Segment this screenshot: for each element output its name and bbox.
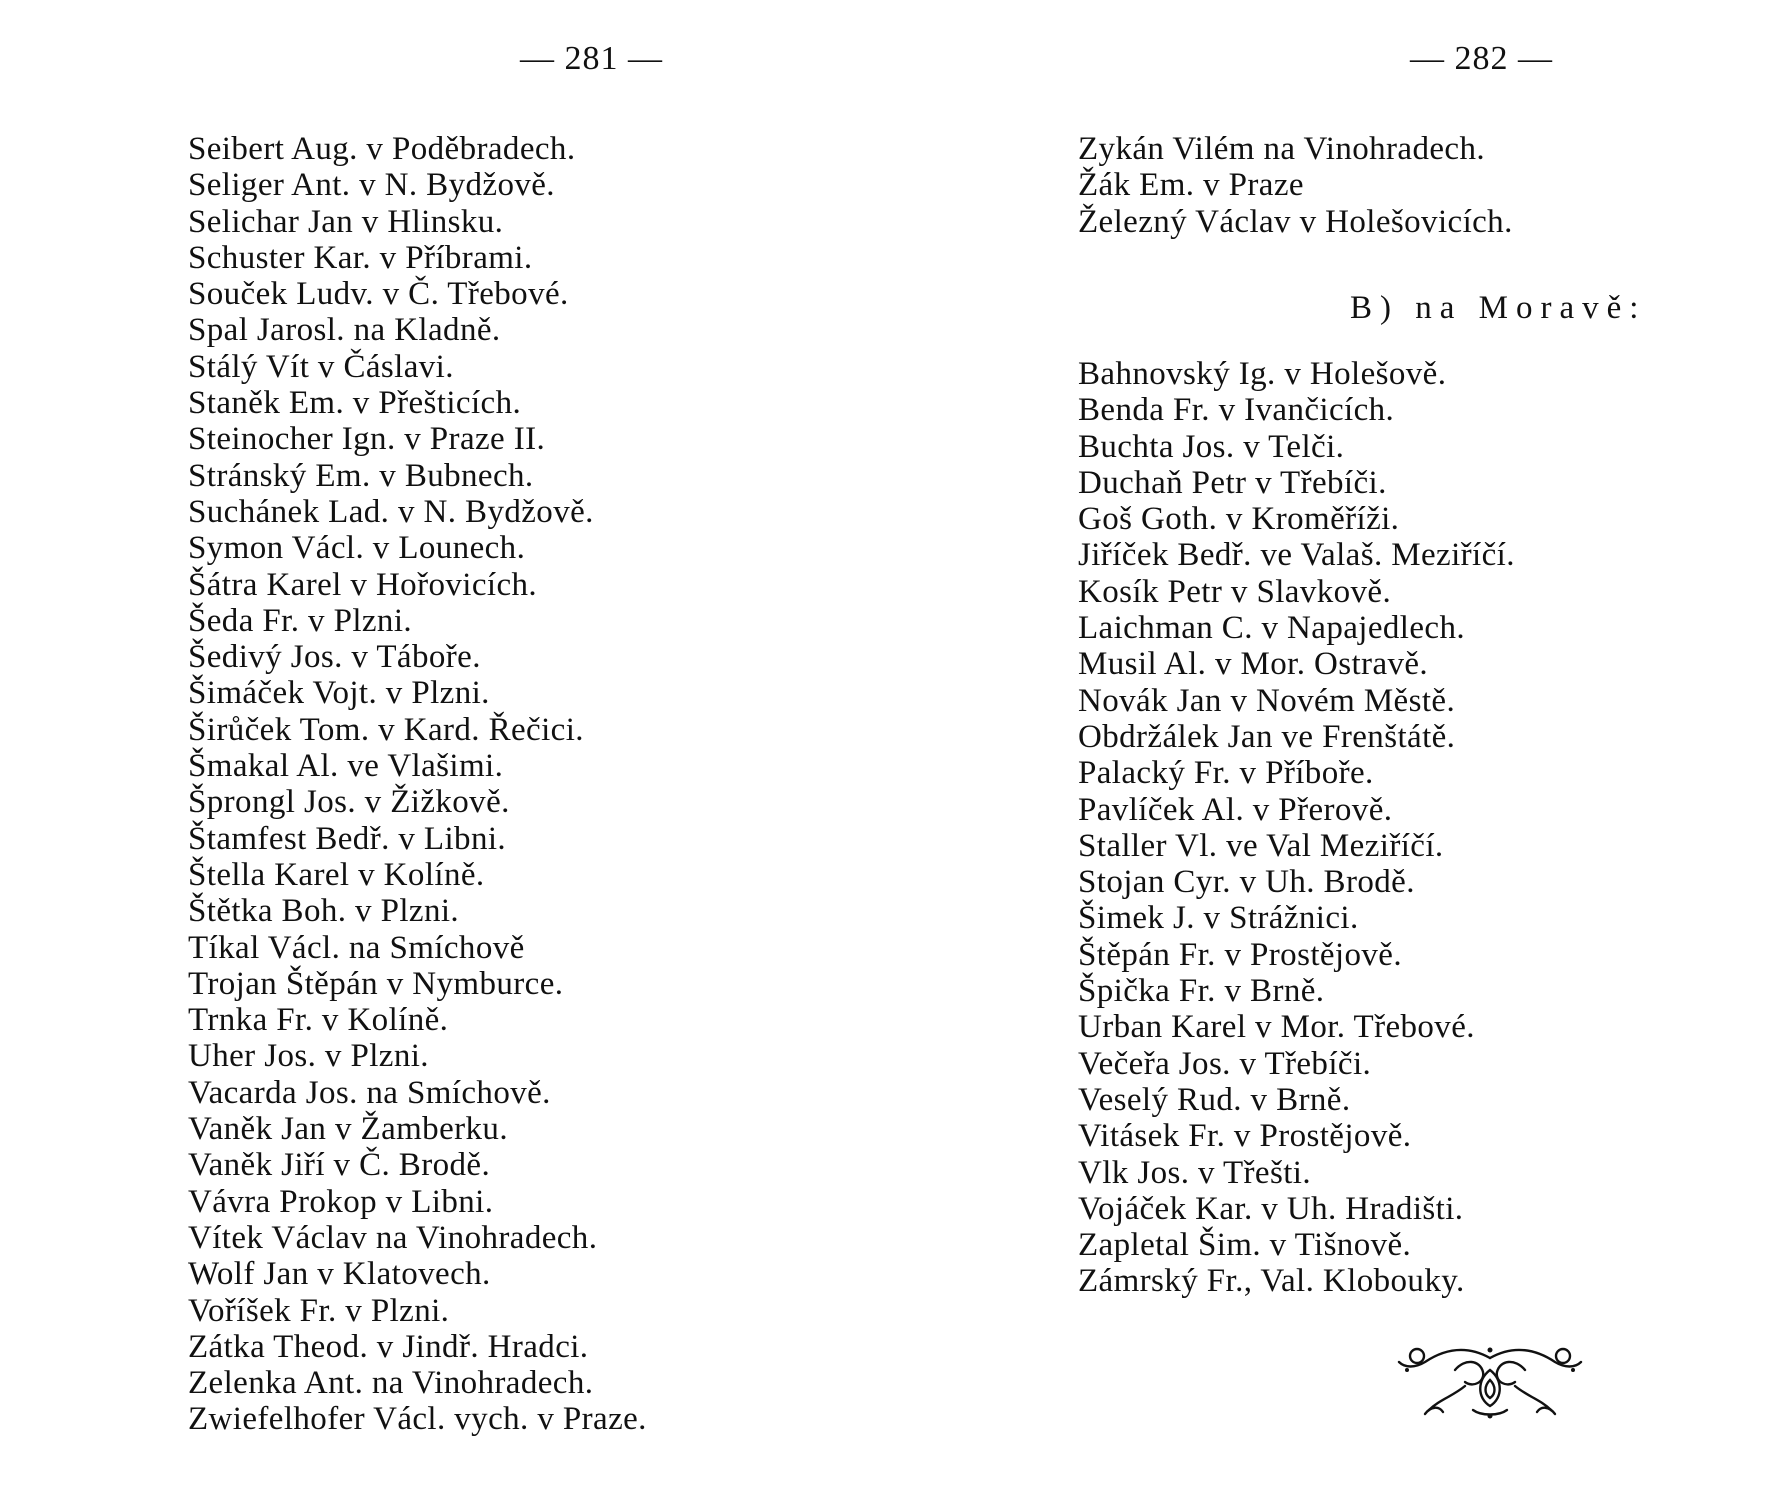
- name-entry: Vojáček Kar. v Uh. Hradišti.: [1078, 1190, 1464, 1227]
- name-entry: Stálý Vít v Čáslavi.: [188, 348, 454, 385]
- name-entry: Vaněk Jiří v Č. Brodě.: [188, 1147, 491, 1184]
- left-entry-list: [188, 131, 647, 1438]
- name-entry: Urban Karel v Mor. Třebové.: [1078, 1009, 1475, 1046]
- name-entry: Obdržálek Jan ve Frenštátě.: [1078, 718, 1456, 755]
- vignette-ornament-icon: [1395, 1340, 1585, 1420]
- name-entry: Šedivý Jos. v Táboře.: [188, 639, 481, 676]
- name-entry: Seibert Aug. v Poděbradech.: [188, 131, 576, 167]
- name-entry: Suchánek Lad. v N. Bydžově.: [188, 493, 594, 530]
- name-entry: Novák Jan v Novém Městě.: [1078, 682, 1456, 719]
- page-number-281: — 281 —: [520, 40, 663, 77]
- name-entry: Veselý Rud. v Brně.: [1078, 1081, 1351, 1118]
- name-entry: Žák Em. v Praze: [1078, 167, 1304, 204]
- name-entry: Zykán Vilém na Vinohradech.: [1078, 131, 1486, 167]
- name-entry: Šeda Fr. v Plzni.: [188, 602, 413, 639]
- name-entry: Štella Karel v Kolíně.: [188, 856, 485, 893]
- name-entry: Laichman C. v Napajedlech.: [1078, 610, 1465, 647]
- name-entry: Vaněk Jan v Žamberku.: [188, 1111, 508, 1148]
- name-entry: Tíkal Václ. na Smíchově: [188, 929, 525, 966]
- name-entry: Trojan Štěpán v Nymburce.: [188, 965, 564, 1002]
- name-entry: Vacarda Jos. na Smíchově.: [188, 1074, 551, 1111]
- name-entry: Wolf Jan v Klatovech.: [188, 1256, 491, 1293]
- name-entry: Stojan Cyr. v Uh. Brodě.: [1078, 864, 1415, 901]
- name-entry: Goš Goth. v Kroměříži.: [1078, 501, 1400, 538]
- name-entry: Šimáček Vojt. v Plzni.: [188, 675, 490, 712]
- name-entry: Musil Al. v Mor. Ostravě.: [1078, 646, 1429, 683]
- name-entry: Vitásek Fr. v Prostějově.: [1078, 1118, 1412, 1155]
- name-entry: Spal Jarosl. na Kladně.: [188, 312, 501, 349]
- name-entry: Zapletal Šim. v Tišnově.: [1078, 1227, 1412, 1264]
- name-entry: Zelenka Ant. na Vinohradech.: [188, 1365, 594, 1402]
- name-entry: Seliger Ant. v N. Bydžově.: [188, 167, 555, 204]
- name-entry: Štamfest Bedř. v Libni.: [188, 820, 507, 857]
- right-page: [895, 0, 1790, 1500]
- name-entry: Štěpán Fr. v Prostějově.: [1078, 936, 1403, 973]
- name-entry: Šprongl Jos. v Žižkově.: [188, 784, 510, 821]
- name-entry: Steinocher Ign. v Praze II.: [188, 421, 546, 458]
- name-entry: Benda Fr. v Ivančicích.: [1078, 392, 1395, 429]
- name-entry: Zwiefelhofer Václ. vych. v Praze.: [188, 1401, 647, 1438]
- name-entry: Selichar Jan v Hlinsku.: [188, 203, 504, 240]
- name-entry: Večeřa Jos. v Třebíči.: [1078, 1045, 1372, 1082]
- name-entry: Souček Ludv. v Č. Třebové.: [188, 276, 569, 313]
- name-entry: Trnka Fr. v Kolíně.: [188, 1002, 449, 1039]
- name-entry: Širůček Tom. v Kard. Řečici.: [188, 711, 584, 748]
- section-heading-moravia: B) na Moravě:: [1350, 290, 1647, 326]
- name-entry: Zátka Theod. v Jindř. Hradci.: [188, 1328, 589, 1365]
- name-entry: Schuster Kar. v Příbrami.: [188, 239, 533, 276]
- moravia-entry-list: [1078, 356, 1515, 1300]
- name-entry: Šátra Karel v Hořovicích.: [188, 566, 538, 603]
- name-entry: Vávra Prokop v Libni.: [188, 1183, 494, 1220]
- name-entry: Duchaň Petr v Třebíči.: [1078, 464, 1387, 501]
- name-entry: Šimek J. v Strážnici.: [1078, 900, 1359, 937]
- name-entry: Šmakal Al. ve Vlašimi.: [188, 748, 504, 785]
- name-entry: Pavlíček Al. v Přerově.: [1078, 791, 1393, 828]
- name-entry: Symon Václ. v Lounech.: [188, 530, 526, 567]
- name-entry: Jiříček Bedř. ve Valaš. Meziříčí.: [1078, 537, 1515, 574]
- right-top-entry-list: [1078, 131, 1513, 240]
- name-entry: Železný Václav v Holešovicích.: [1078, 203, 1513, 240]
- name-entry: Zámrský Fr., Val. Klobouky.: [1078, 1263, 1465, 1300]
- name-entry: Kosík Petr v Slavkově.: [1078, 573, 1392, 610]
- name-entry: Vítek Václav na Vinohradech.: [188, 1219, 598, 1256]
- name-entry: Palacký Fr. v Příboře.: [1078, 755, 1374, 792]
- name-entry: Stránský Em. v Bubnech.: [188, 457, 534, 494]
- name-entry: Vlk Jos. v Třešti.: [1078, 1154, 1312, 1191]
- name-entry: Staller Vl. ve Val Meziříčí.: [1078, 827, 1444, 864]
- name-entry: Štětka Boh. v Plzni.: [188, 893, 460, 930]
- page-number-282: — 282 —: [1410, 40, 1553, 77]
- name-entry: Špička Fr. v Brně.: [1078, 973, 1325, 1010]
- name-entry: Staněk Em. v Přešticích.: [188, 385, 522, 422]
- name-entry: Uher Jos. v Plzni.: [188, 1038, 429, 1075]
- name-entry: Voříšek Fr. v Plzni.: [188, 1292, 450, 1329]
- name-entry: Buchta Jos. v Telči.: [1078, 428, 1345, 465]
- name-entry: Bahnovský Ig. v Holešově.: [1078, 356, 1447, 392]
